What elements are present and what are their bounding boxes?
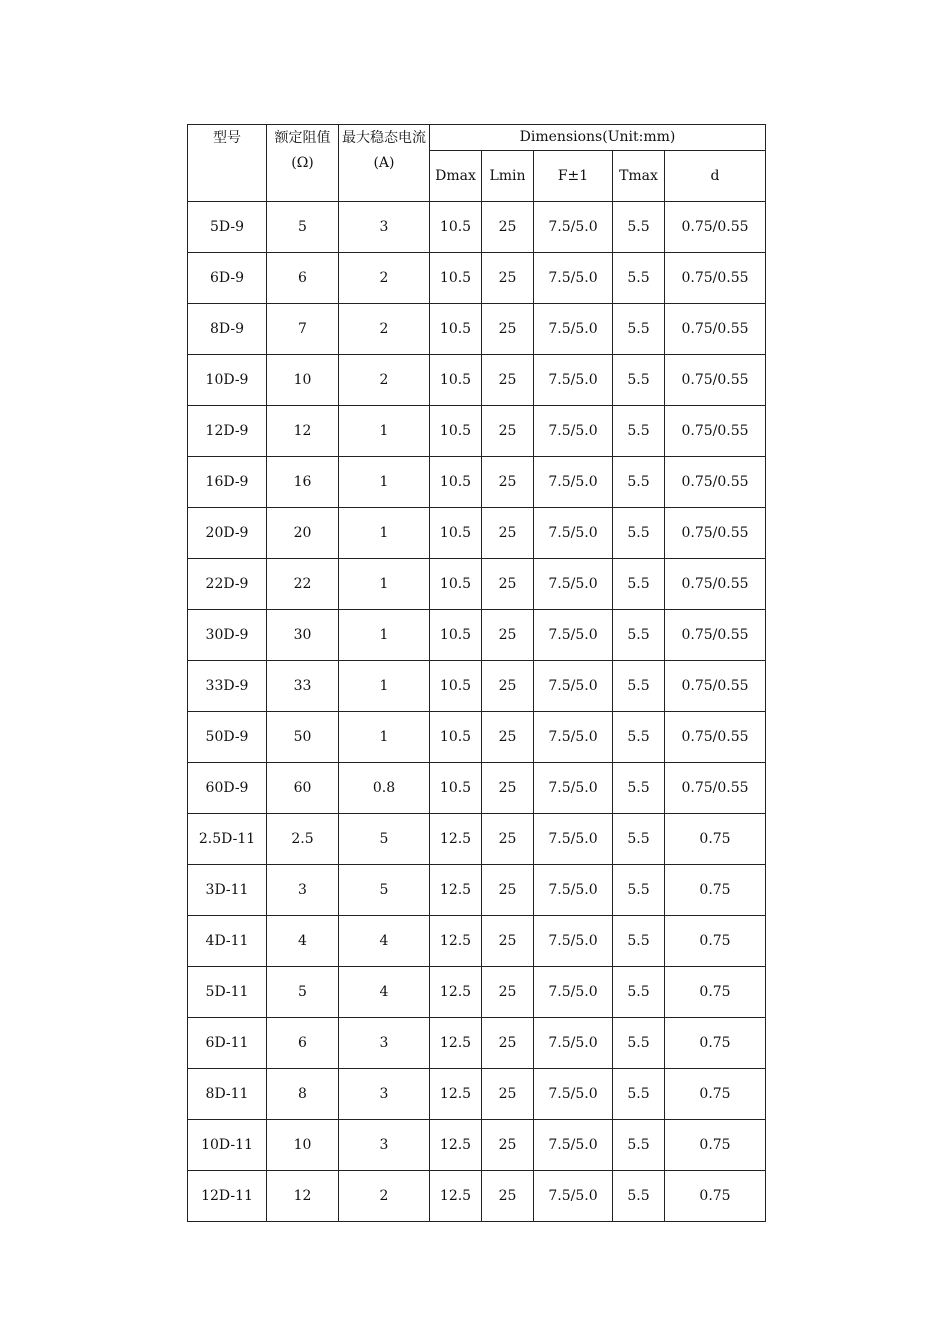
cell-tmax: 5.5 [613,304,665,355]
cell-dmax: 12.5 [430,814,482,865]
cell-f: 7.5/5.0 [534,1018,613,1069]
cell-d: 0.75 [665,865,766,916]
cell-tmax: 5.5 [613,355,665,406]
table-row [188,1069,766,1120]
cell-model: 20D-9 [188,508,267,559]
cell-max-current: 5 [339,865,430,916]
table-row [188,865,766,916]
cell-model: 50D-9 [188,712,267,763]
cell-tmax: 5.5 [613,1018,665,1069]
header-f: F±1 [534,151,613,202]
cell-model: 12D-11 [188,1171,267,1222]
cell-f: 7.5/5.0 [534,814,613,865]
cell-tmax: 5.5 [613,661,665,712]
cell-d: 0.75/0.55 [665,355,766,406]
cell-max-current: 1 [339,406,430,457]
cell-dmax: 10.5 [430,559,482,610]
cell-dmax: 12.5 [430,1171,482,1222]
cell-d: 0.75/0.55 [665,763,766,814]
table-row [188,610,766,661]
cell-tmax: 5.5 [613,814,665,865]
cell-f: 7.5/5.0 [534,457,613,508]
cell-model: 5D-11 [188,967,267,1018]
cell-model: 6D-11 [188,1018,267,1069]
header-d: d [665,151,766,202]
table-row [188,1120,766,1171]
cell-lmin: 25 [482,610,534,661]
cell-tmax: 5.5 [613,253,665,304]
cell-d: 0.75 [665,814,766,865]
cell-model: 12D-9 [188,406,267,457]
cell-rated-resistance: 16 [267,457,339,508]
table-row [188,355,766,406]
cell-rated-resistance: 5 [267,202,339,253]
cell-f: 7.5/5.0 [534,865,613,916]
header-rated-resistance: 额定阻值(Ω) [267,125,339,202]
cell-tmax: 5.5 [613,559,665,610]
cell-model: 4D-11 [188,916,267,967]
cell-model: 33D-9 [188,661,267,712]
cell-model: 60D-9 [188,763,267,814]
cell-rated-resistance: 20 [267,508,339,559]
cell-dmax: 12.5 [430,865,482,916]
cell-lmin: 25 [482,661,534,712]
table-header [188,125,766,202]
cell-rated-resistance: 22 [267,559,339,610]
header-model: 型号 [188,125,267,202]
cell-d: 0.75/0.55 [665,712,766,763]
cell-dmax: 10.5 [430,763,482,814]
cell-d: 0.75/0.55 [665,202,766,253]
cell-max-current: 1 [339,508,430,559]
header-lmin: Lmin [482,151,534,202]
cell-lmin: 25 [482,355,534,406]
cell-f: 7.5/5.0 [534,661,613,712]
cell-max-current: 3 [339,1069,430,1120]
cell-f: 7.5/5.0 [534,1069,613,1120]
cell-f: 7.5/5.0 [534,253,613,304]
cell-lmin: 25 [482,814,534,865]
cell-lmin: 25 [482,406,534,457]
cell-f: 7.5/5.0 [534,967,613,1018]
cell-tmax: 5.5 [613,916,665,967]
cell-dmax: 12.5 [430,1018,482,1069]
cell-dmax: 12.5 [430,967,482,1018]
table-row [188,712,766,763]
cell-tmax: 5.5 [613,865,665,916]
cell-tmax: 5.5 [613,1069,665,1120]
cell-lmin: 25 [482,1018,534,1069]
cell-f: 7.5/5.0 [534,406,613,457]
cell-rated-resistance: 7 [267,304,339,355]
cell-lmin: 25 [482,967,534,1018]
cell-rated-resistance: 10 [267,1120,339,1171]
cell-tmax: 5.5 [613,508,665,559]
cell-dmax: 12.5 [430,1069,482,1120]
cell-dmax: 10.5 [430,508,482,559]
cell-f: 7.5/5.0 [534,610,613,661]
cell-tmax: 5.5 [613,712,665,763]
cell-lmin: 25 [482,763,534,814]
cell-max-current: 1 [339,559,430,610]
cell-d: 0.75 [665,916,766,967]
cell-d: 0.75/0.55 [665,661,766,712]
cell-d: 0.75/0.55 [665,457,766,508]
cell-max-current: 3 [339,202,430,253]
cell-tmax: 5.5 [613,1171,665,1222]
cell-f: 7.5/5.0 [534,916,613,967]
cell-tmax: 5.5 [613,967,665,1018]
cell-max-current: 4 [339,967,430,1018]
table-row [188,304,766,355]
cell-rated-resistance: 33 [267,661,339,712]
cell-rated-resistance: 6 [267,1018,339,1069]
cell-dmax: 12.5 [430,1120,482,1171]
cell-max-current: 4 [339,916,430,967]
cell-rated-resistance: 60 [267,763,339,814]
cell-d: 0.75 [665,1069,766,1120]
cell-tmax: 5.5 [613,457,665,508]
cell-d: 0.75 [665,1120,766,1171]
cell-max-current: 2 [339,253,430,304]
cell-lmin: 25 [482,508,534,559]
cell-rated-resistance: 6 [267,253,339,304]
cell-f: 7.5/5.0 [534,1171,613,1222]
cell-max-current: 1 [339,610,430,661]
cell-model: 22D-9 [188,559,267,610]
cell-dmax: 12.5 [430,916,482,967]
table-row [188,763,766,814]
table-row [188,814,766,865]
cell-model: 8D-9 [188,304,267,355]
cell-max-current: 1 [339,457,430,508]
cell-tmax: 5.5 [613,406,665,457]
cell-lmin: 25 [482,457,534,508]
cell-d: 0.75/0.55 [665,253,766,304]
cell-lmin: 25 [482,1120,534,1171]
cell-max-current: 2 [339,304,430,355]
cell-max-current: 3 [339,1120,430,1171]
cell-d: 0.75/0.55 [665,508,766,559]
cell-rated-resistance: 5 [267,967,339,1018]
cell-dmax: 10.5 [430,202,482,253]
cell-tmax: 5.5 [613,610,665,661]
cell-dmax: 10.5 [430,406,482,457]
cell-rated-resistance: 50 [267,712,339,763]
cell-d: 0.75 [665,967,766,1018]
cell-f: 7.5/5.0 [534,1120,613,1171]
cell-f: 7.5/5.0 [534,763,613,814]
header-row-top [188,125,766,151]
table-row [188,661,766,712]
header-dimensions: Dimensions(Unit:mm) [430,125,766,151]
cell-lmin: 25 [482,865,534,916]
cell-max-current: 3 [339,1018,430,1069]
cell-f: 7.5/5.0 [534,202,613,253]
table-body [188,202,766,1222]
cell-rated-resistance: 3 [267,865,339,916]
cell-rated-resistance: 2.5 [267,814,339,865]
cell-f: 7.5/5.0 [534,508,613,559]
cell-rated-resistance: 10 [267,355,339,406]
cell-model: 8D-11 [188,1069,267,1120]
cell-rated-resistance: 8 [267,1069,339,1120]
cell-dmax: 10.5 [430,304,482,355]
cell-f: 7.5/5.0 [534,559,613,610]
table-row [188,202,766,253]
cell-lmin: 25 [482,916,534,967]
cell-rated-resistance: 12 [267,406,339,457]
cell-dmax: 10.5 [430,355,482,406]
cell-lmin: 25 [482,304,534,355]
cell-d: 0.75 [665,1018,766,1069]
cell-max-current: 1 [339,661,430,712]
cell-model: 3D-11 [188,865,267,916]
cell-model: 10D-11 [188,1120,267,1171]
cell-tmax: 5.5 [613,1120,665,1171]
cell-lmin: 25 [482,559,534,610]
header-dmax: Dmax [430,151,482,202]
cell-dmax: 10.5 [430,661,482,712]
cell-d: 0.75/0.55 [665,304,766,355]
table-row [188,1171,766,1222]
table-row [188,457,766,508]
cell-model: 5D-9 [188,202,267,253]
cell-model: 16D-9 [188,457,267,508]
cell-lmin: 25 [482,712,534,763]
header-max-steady-current: 最大稳态电流(A) [339,125,430,202]
table-row [188,916,766,967]
cell-d: 0.75 [665,1171,766,1222]
table-row [188,253,766,304]
cell-tmax: 5.5 [613,202,665,253]
cell-d: 0.75/0.55 [665,406,766,457]
cell-model: 6D-9 [188,253,267,304]
cell-f: 7.5/5.0 [534,712,613,763]
cell-dmax: 10.5 [430,253,482,304]
cell-f: 7.5/5.0 [534,355,613,406]
cell-max-current: 1 [339,712,430,763]
cell-max-current: 0.8 [339,763,430,814]
cell-dmax: 10.5 [430,610,482,661]
cell-max-current: 2 [339,355,430,406]
cell-model: 2.5D-11 [188,814,267,865]
cell-max-current: 2 [339,1171,430,1222]
table-row [188,559,766,610]
cell-rated-resistance: 30 [267,610,339,661]
table-row [188,508,766,559]
table-row [188,967,766,1018]
cell-d: 0.75/0.55 [665,610,766,661]
cell-rated-resistance: 12 [267,1171,339,1222]
cell-max-current: 5 [339,814,430,865]
cell-lmin: 25 [482,1069,534,1120]
header-tmax: Tmax [613,151,665,202]
cell-d: 0.75/0.55 [665,559,766,610]
cell-model: 10D-9 [188,355,267,406]
cell-tmax: 5.5 [613,763,665,814]
cell-lmin: 25 [482,202,534,253]
table-row [188,406,766,457]
cell-lmin: 25 [482,253,534,304]
cell-f: 7.5/5.0 [534,304,613,355]
cell-dmax: 10.5 [430,712,482,763]
cell-model: 30D-9 [188,610,267,661]
ntc-thermistor-spec-table [187,124,766,1222]
table-row [188,1018,766,1069]
cell-lmin: 25 [482,1171,534,1222]
cell-dmax: 10.5 [430,457,482,508]
cell-rated-resistance: 4 [267,916,339,967]
